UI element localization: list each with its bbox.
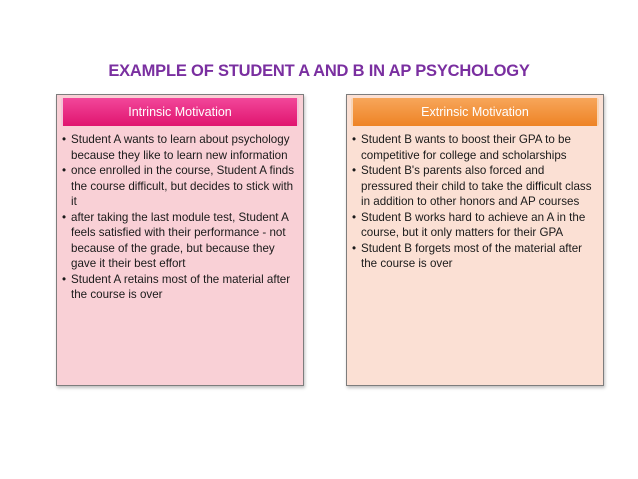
extrinsic-motivation-list <box>352 132 599 272</box>
list-item <box>352 163 599 210</box>
list-item-text: once enrolled in the course, Student A finds the course difficult, but decides to stick with it <box>71 164 295 208</box>
list-item <box>62 132 299 163</box>
list-item <box>62 210 299 272</box>
bullet-icon: • <box>62 272 67 286</box>
intrinsic-motivation-card <box>56 94 304 386</box>
list-item <box>62 163 299 210</box>
bullet-icon: • <box>352 241 357 255</box>
list-item-text: after taking the last module test, Student A feels satisfied with their performance - not because of the grade, but because they gave it their best effort <box>71 210 289 270</box>
list-item <box>62 272 299 303</box>
list-item <box>352 210 599 241</box>
list-item-text: Student A wants to learn about psychology because they like to learn new information <box>71 133 290 162</box>
list-item-text: Student B wants to boost their GPA to be competitive for college and scholarships <box>361 133 571 162</box>
bullet-icon: • <box>62 133 67 146</box>
intrinsic-motivation-header: Intrinsic Motivation <box>61 98 299 126</box>
bullet-icon: • <box>352 210 357 224</box>
bullet-icon: • <box>62 164 67 177</box>
list-item-text: Student A retains most of the material after the course is over <box>71 272 291 301</box>
bullet-icon: • <box>352 133 357 146</box>
list-item <box>352 241 599 272</box>
intrinsic-motivation-list <box>62 132 299 303</box>
list-item-text: Student B works hard to achieve an A in the course, but it only matters for their GPA <box>361 210 586 239</box>
slide-title: EXAMPLE OF STUDENT A AND B IN AP PSYCHOLOGY <box>108 62 530 80</box>
bullet-icon: • <box>352 164 357 177</box>
extrinsic-motivation-header: Extrinsic Motivation <box>351 98 599 126</box>
list-item-text: Student B's parents also forced and pressured their child to take the difficult class in addition to other honors and AP courses <box>361 164 592 208</box>
list-item <box>352 132 599 163</box>
extrinsic-motivation-card <box>346 94 604 386</box>
bullet-icon: • <box>62 210 67 224</box>
list-item-text: Student B forgets most of the material after the course is over <box>361 241 583 270</box>
